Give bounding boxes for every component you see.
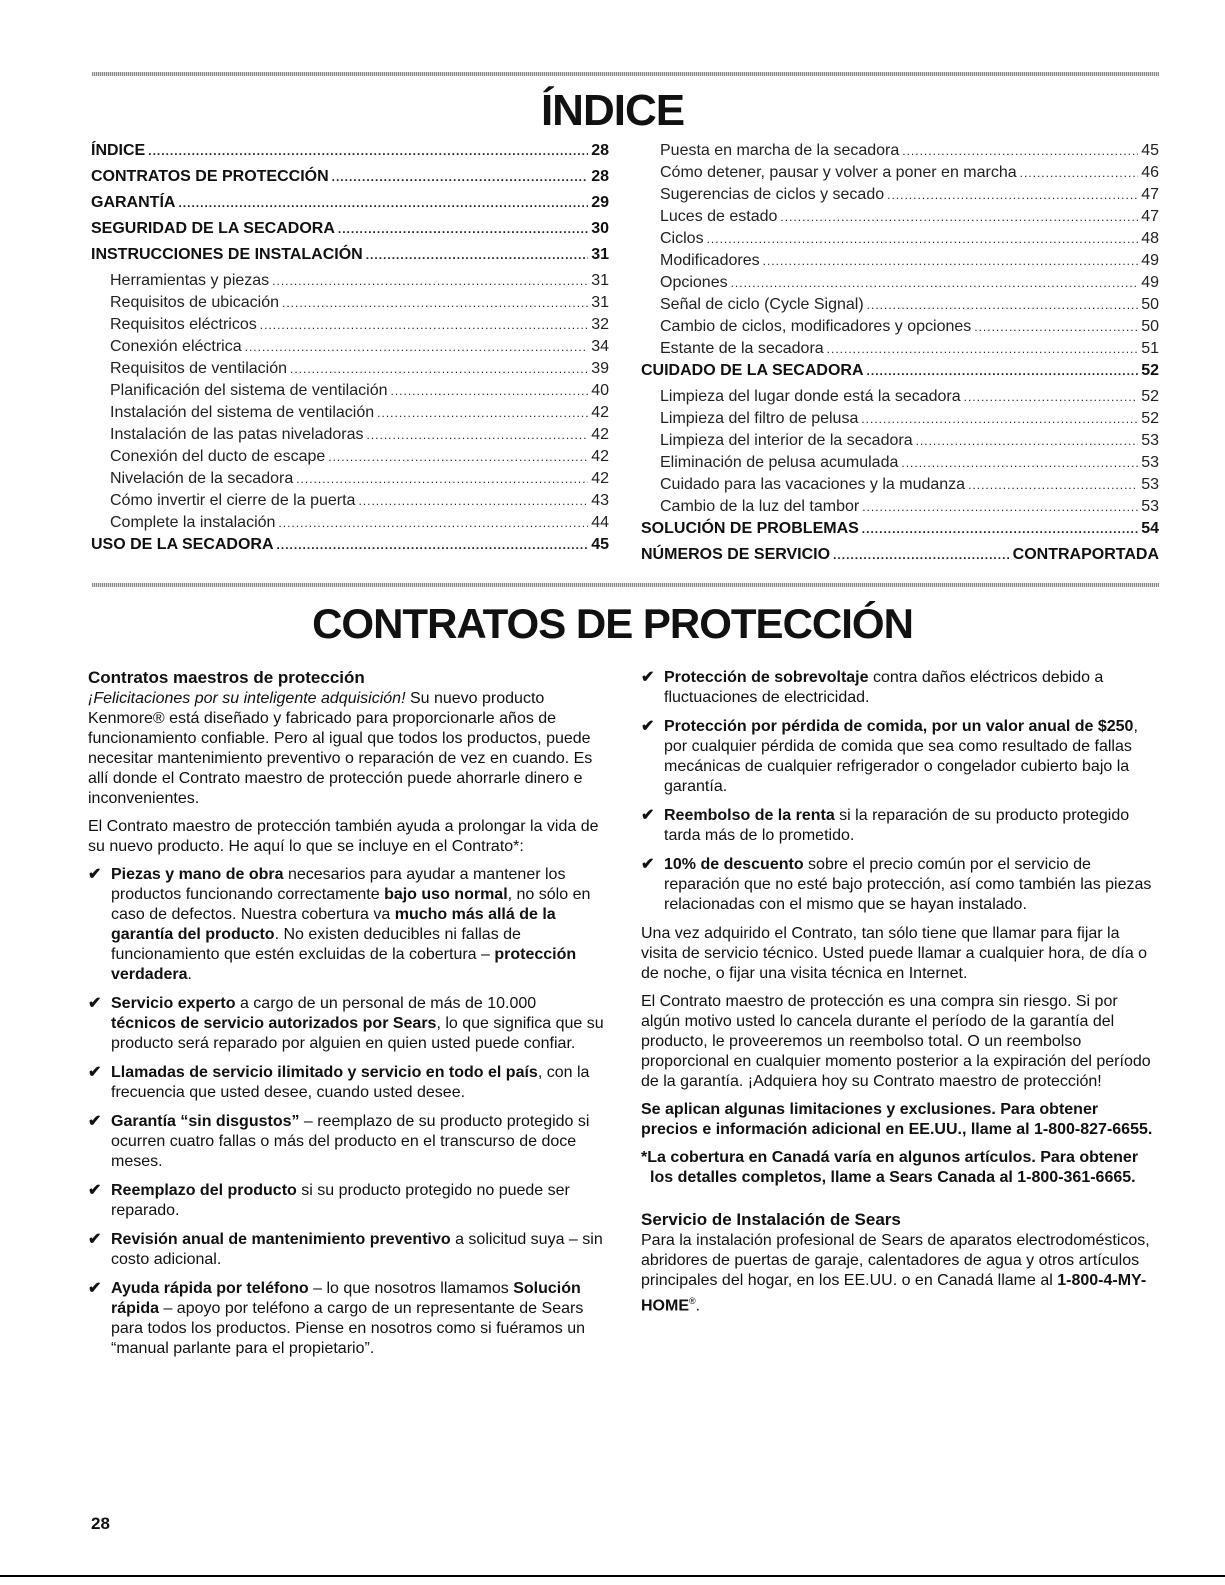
- benefit-item: ✔ Garantía “sin disgustos” – reemplazo de su producto protegido si ocurren cuatro fallas o más del producto en el transcurso de doce meses.: [88, 1113, 590, 1170]
- toc-entry: [91, 142, 609, 168]
- toc-leader-dots: [332, 170, 589, 184]
- toc-entry-title: Limpieza del lugar donde está la secadora: [660, 388, 961, 405]
- toc-entry: [641, 362, 1159, 388]
- toc-leader-dots: [827, 342, 1139, 356]
- toc-entry: [91, 360, 609, 382]
- toc-entry-page: 34: [591, 338, 609, 355]
- toc-entry-title: Cambio de la luz del tambor: [660, 498, 860, 515]
- benefit-item: ✔ Reembolso de la renta si la reparación de su producto protegido tarda más de lo prometido.: [641, 807, 1130, 844]
- check-icon: ✔: [88, 1280, 102, 1297]
- toc-entry-title: SEGURIDAD DE LA SECADORA: [91, 220, 335, 237]
- toc-entry: [91, 220, 609, 246]
- toc-entry: [91, 514, 609, 536]
- toc-entry-page: 50: [1141, 296, 1159, 313]
- toc-entry-title: Eliminación de pelusa acumulada: [660, 454, 899, 471]
- toc-entry-page: 30: [591, 220, 609, 237]
- toc-entry-page: 45: [591, 536, 609, 553]
- toc-entry: [91, 536, 609, 562]
- toc-entry: [641, 142, 1159, 164]
- check-icon: ✔: [88, 995, 102, 1012]
- toc-entry: [91, 272, 609, 294]
- check-icon: ✔: [88, 1182, 102, 1199]
- toc-entry-page: 31: [591, 246, 609, 263]
- toc-leader-dots: [862, 522, 1138, 536]
- check-icon: ✔: [88, 866, 102, 883]
- contratos-right-column: [641, 668, 1159, 1324]
- toc-entry-page: 47: [1141, 208, 1159, 225]
- toc-entry-title: ÍNDICE: [91, 142, 146, 159]
- bold-notice: Se aplican algunas limitaciones y exclusiones. Para obtener precios e información adicional en EE.UU., llame al 1-800-827-6655.: [641, 1101, 1153, 1138]
- toc-entry-page: 54: [1141, 520, 1159, 537]
- toc-entry: [641, 164, 1159, 186]
- toc-entry-title: SOLUCIÓN DE PROBLEMAS: [641, 520, 859, 537]
- toc-leader-dots: [902, 144, 1138, 158]
- toc-leader-dots: [290, 362, 588, 376]
- toc-entry-page: 53: [1141, 476, 1159, 493]
- benefit-item: ✔ Protección por pérdida de comida, por un valor anual de $250, por cualquier pérdida de comida que sea como resultado de fallas mecánicas de cualquier refrigerador o congelador cubierto bajo la garantía.: [641, 718, 1138, 795]
- toc-entry-title: Instalación de las patas niveladoras: [110, 426, 364, 443]
- toc-entry-title: NÚMEROS DE SERVICIO: [641, 546, 831, 563]
- toc-entry-title: Instalación del sistema de ventilación: [110, 404, 375, 421]
- toc-entry-page: 28: [591, 142, 609, 159]
- toc-entry-title: Sugerencias de ciclos y secado: [660, 186, 885, 203]
- toc-entry: [641, 476, 1159, 498]
- toc-entry-title: Conexión del ducto de escape: [110, 448, 326, 465]
- toc-entry-page: 42: [591, 426, 609, 443]
- toc-entry-page: 32: [591, 316, 609, 333]
- toc-entry: [91, 492, 609, 514]
- toc-leader-dots: [916, 434, 1139, 448]
- toc-entry-page: 49: [1141, 252, 1159, 269]
- toc-entry: [641, 498, 1159, 520]
- toc-entry-page: 31: [591, 272, 609, 289]
- toc-entry: [91, 448, 609, 470]
- canada-notice: *La cobertura en Canadá varía en algunos artículos. Para obtener los detalles completos, llame a Sears Canada al 1-800-361-6665.: [641, 1149, 1139, 1186]
- check-icon: ✔: [641, 718, 655, 735]
- paragraph: El Contrato maestro de protección también ayuda a prolongar la vida de su nuevo producto. He aquí lo que se incluye en el Contrato*:: [88, 818, 599, 855]
- benefit-item: ✔ Protección de sobrevoltaje contra daños eléctricos debido a fluctuaciones de electricidad.: [641, 669, 1104, 706]
- toc-entry-page: 50: [1141, 318, 1159, 335]
- toc-leader-dots: [833, 548, 1010, 562]
- toc-entry-title: Cuidado para las vacaciones y la mudanza: [660, 476, 966, 493]
- toc-entry-title: Herramientas y piezas: [110, 272, 270, 289]
- contratos-left-column: [88, 668, 604, 1368]
- toc-entry-title: INSTRUCCIONES DE INSTALACIÓN: [91, 246, 363, 263]
- toc-entry-page: 29: [591, 194, 609, 211]
- benefit-item: ✔ Llamadas de servicio ilimitado y servicio en todo el país, con la frecuencia que usted desee, cuando usted desee.: [88, 1064, 590, 1101]
- toc-entry: [641, 186, 1159, 208]
- toc-leader-dots: [328, 450, 588, 464]
- toc-leader-dots: [278, 516, 588, 530]
- toc-left-column: [91, 142, 609, 562]
- toc-entry-title: CONTRATOS DE PROTECCIÓN: [91, 168, 329, 185]
- toc-entry-title: Señal de ciclo (Cycle Signal): [660, 296, 864, 313]
- toc-right-column: [641, 142, 1159, 572]
- toc-leader-dots: [780, 210, 1138, 224]
- toc-leader-dots: [358, 494, 588, 508]
- toc-entry-title: Luces de estado: [660, 208, 778, 225]
- toc-entry-page: 42: [591, 470, 609, 487]
- toc-leader-dots: [260, 318, 588, 332]
- toc-entry-title: Estante de la secadora: [660, 340, 824, 357]
- toc-entry: [641, 208, 1159, 230]
- paragraph: El Contrato maestro de protección es una compra sin riesgo. Si por algún motivo usted lo cancela durante el período de la garantía del producto, le proveeremos un reembolso total. O un reembolso proporcional en cualquier momento posterior a la expiración del período de la garantía. ¡Adquiera hoy su Contrato maestro de protección!: [641, 993, 1151, 1090]
- toc-entry-title: Requisitos de ubicación: [110, 294, 279, 311]
- toc-entry-page: 52: [1141, 362, 1159, 379]
- toc-entry-page: 39: [591, 360, 609, 377]
- toc-entry-title: Cambio de ciclos, modificadores y opciones: [660, 318, 972, 335]
- toc-entry: [641, 274, 1159, 296]
- top-rule: [92, 72, 1159, 76]
- toc-entry: [641, 520, 1159, 546]
- toc-entry-title: Requisitos de ventilación: [110, 360, 287, 377]
- toc-entry: [641, 252, 1159, 274]
- toc-entry: [641, 296, 1159, 318]
- toc-leader-dots: [1020, 166, 1139, 180]
- toc-leader-dots: [862, 500, 1138, 514]
- toc-leader-dots: [282, 296, 588, 310]
- paragraph: Para la instalación profesional de Sears de aparatos electrodomésticos, abridores de puertas de garaje, calentadores de agua y otros artículos principales del hogar, en los EE.UU. o en Canadá llame al 1-800-4-MY-HOME®.: [641, 1232, 1150, 1315]
- section-heading: Contratos maestros de protección: [88, 668, 365, 687]
- toc-leader-dots: [974, 320, 1138, 334]
- toc-entry-page: 40: [591, 382, 609, 399]
- toc-leader-dots: [338, 222, 588, 236]
- toc-entry-page: 46: [1141, 164, 1159, 181]
- toc-leader-dots: [861, 412, 1138, 426]
- toc-entry-page: 53: [1141, 454, 1159, 471]
- toc-entry-page: 52: [1141, 388, 1159, 405]
- toc-entry-title: USO DE LA SECADORA: [91, 536, 274, 553]
- toc-entry: [91, 168, 609, 194]
- toc-leader-dots: [887, 188, 1138, 202]
- toc-leader-dots: [763, 254, 1139, 268]
- toc-entry-page: 47: [1141, 186, 1159, 203]
- toc-leader-dots: [867, 364, 1139, 378]
- toc-entry-page: 31: [591, 294, 609, 311]
- check-icon: ✔: [641, 669, 655, 686]
- toc-entry-title: Limpieza del interior de la secadora: [660, 432, 913, 449]
- bottom-rule: [0, 1575, 1225, 1577]
- toc-entry: [641, 410, 1159, 432]
- toc-entry: [641, 546, 1159, 572]
- benefit-item: ✔ Ayuda rápida por teléfono – lo que nosotros llamamos Solución rápida – apoyo por teléfono a cargo de un representante de Sears para todos los productos. Piense en nosotros como si fuéramos un “manual parlante para el propietario”.: [88, 1280, 586, 1357]
- toc-entry-page: 44: [591, 514, 609, 531]
- toc-entry: [641, 318, 1159, 340]
- toc-entry-title: Cómo detener, pausar y volver a poner en marcha: [660, 164, 1017, 181]
- toc-entry: [91, 246, 609, 272]
- benefit-item: ✔ Revisión anual de mantenimiento preventivo a solicitud suya – sin costo adicional.: [88, 1231, 603, 1268]
- check-icon: ✔: [641, 856, 655, 873]
- toc-entry-page: 45: [1141, 142, 1159, 159]
- toc-entry-title: Puesta en marcha de la secadora: [660, 142, 900, 159]
- toc-entry-title: Planificación del sistema de ventilación: [110, 382, 388, 399]
- toc-entry: [641, 432, 1159, 454]
- toc-entry-page: 28: [591, 168, 609, 185]
- toc-entry: [91, 470, 609, 492]
- toc-entry-page: 51: [1141, 340, 1159, 357]
- toc-entry-title: Conexión eléctrica: [110, 338, 242, 355]
- toc-entry: [91, 382, 609, 404]
- toc-entry: [641, 230, 1159, 252]
- toc-entry-title: Nivelación de la secadora: [110, 470, 294, 487]
- toc-entry-title: Limpieza del filtro de pelusa: [660, 410, 859, 427]
- benefit-item: ✔ 10% de descuento sobre el precio común por el servicio de reparación que no esté bajo protección, así como también las piezas relacionadas con el mismo que se hayan instalado.: [641, 856, 1152, 913]
- toc-entry-title: Opciones: [660, 274, 728, 291]
- contratos-title: CONTRATOS DE PROTECCIÓN: [312, 600, 913, 647]
- benefit-item: ✔ Servicio experto a cargo de un personal de más de 10.000 técnicos de servicio autorizados por Sears, lo que significa que su producto será reparado por alguien en quien usted puede confiar.: [88, 995, 604, 1052]
- toc-entry: [91, 426, 609, 448]
- toc-leader-dots: [968, 478, 1138, 492]
- toc-entry-title: GARANTÍA: [91, 194, 176, 211]
- toc-entry-page: 42: [591, 404, 609, 421]
- toc-entry: [641, 388, 1159, 410]
- toc-entry-page: 52: [1141, 410, 1159, 427]
- check-icon: ✔: [88, 1113, 102, 1130]
- toc-leader-dots: [707, 232, 1139, 246]
- toc-leader-dots: [245, 340, 589, 354]
- toc-entry-title: Cómo invertir el cierre de la puerta: [110, 492, 356, 509]
- toc-leader-dots: [901, 456, 1138, 470]
- toc-leader-dots: [296, 472, 588, 486]
- paragraph: Una vez adquirido el Contrato, tan sólo tiene que llamar para fijar la visita de servicio técnico. Usted puede llamar a cualquier hora, de día o de noche, o fijar una visita técnica en Internet.: [641, 925, 1148, 982]
- intro-paragraph: ¡Felicitaciones por su inteligente adquisición! Su nuevo producto Kenmore® está diseñado y fabricado para proporcionarle años de funcionamiento confiable. Pero al igual que todos los productos, puede necesitar mantenimiento preventivo o reparación de vez en cuando. Es allí donde el Contrato maestro de protección puede ahorrarle dinero e inconvenientes.: [88, 690, 593, 807]
- toc-entry: [641, 454, 1159, 476]
- section-rule: [92, 583, 1159, 587]
- toc-leader-dots: [148, 144, 588, 158]
- toc-leader-dots: [867, 298, 1139, 312]
- toc-leader-dots: [964, 390, 1139, 404]
- toc-leader-dots: [377, 406, 588, 420]
- toc-entry-page: 48: [1141, 230, 1159, 247]
- check-icon: ✔: [88, 1064, 102, 1081]
- toc-leader-dots: [367, 428, 589, 442]
- toc-entry-title: Complete la instalación: [110, 514, 276, 531]
- toc-entry-page: CONTRAPORTADA: [1012, 546, 1159, 563]
- toc-entry-title: CUIDADO DE LA SECADORA: [641, 362, 864, 379]
- check-icon: ✔: [88, 1231, 102, 1248]
- toc-entry-page: 43: [591, 492, 609, 509]
- page-number: 28: [91, 1514, 110, 1533]
- toc-entry: [91, 338, 609, 360]
- toc-leader-dots: [272, 274, 588, 288]
- indice-title: ÍNDICE: [540, 86, 685, 135]
- check-icon: ✔: [641, 807, 655, 824]
- toc-entry-title: Modificadores: [660, 252, 760, 269]
- benefit-item: ✔ Reemplazo del producto si su producto protegido no puede ser reparado.: [88, 1182, 570, 1219]
- toc-entry: [91, 404, 609, 426]
- toc-leader-dots: [731, 276, 1139, 290]
- toc-entry-page: 42: [591, 448, 609, 465]
- section-heading: Servicio de Instalación de Sears: [641, 1210, 901, 1229]
- toc-entry-page: 53: [1141, 432, 1159, 449]
- toc-leader-dots: [366, 248, 588, 262]
- toc-leader-dots: [277, 538, 589, 552]
- toc-entry: [641, 340, 1159, 362]
- toc-leader-dots: [390, 384, 588, 398]
- toc-leader-dots: [178, 196, 588, 210]
- toc-entry: [91, 194, 609, 220]
- toc-entry-title: Requisitos eléctricos: [110, 316, 257, 333]
- benefit-item: ✔ Piezas y mano de obra necesarios para ayudar a mantener los productos funcionando correctamente bajo uso normal, no sólo en caso de defectos. Nuestra cobertura va mucho más allá de la garantía del producto. No existen deducibles ni fallas de funcionamiento que estén excluidas de la cobertura – protección verdadera.: [88, 866, 591, 983]
- toc-entry: [91, 316, 609, 338]
- toc-entry-title: Ciclos: [660, 230, 704, 247]
- toc-entry: [91, 294, 609, 316]
- toc-entry-page: 49: [1141, 274, 1159, 291]
- toc-entry-page: 53: [1141, 498, 1159, 515]
